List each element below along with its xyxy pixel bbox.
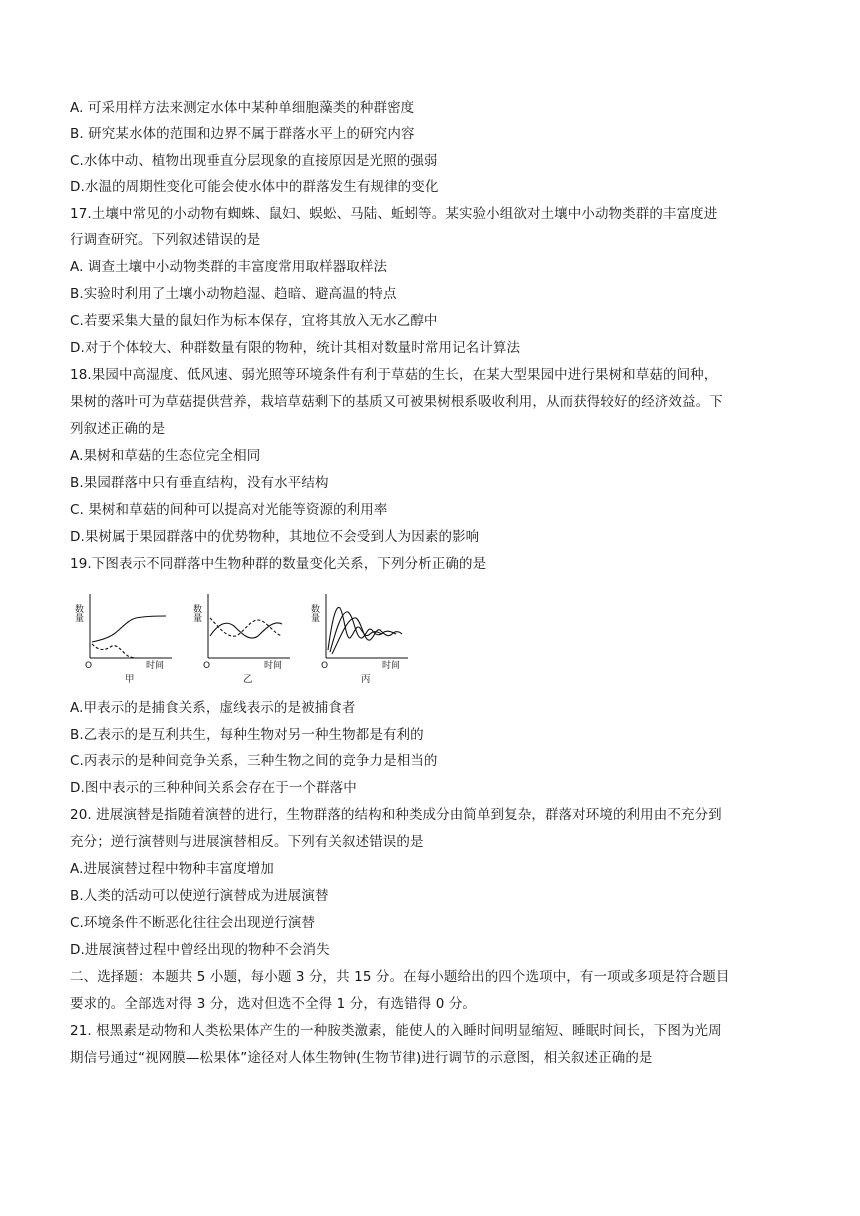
option-18c: C. 果树和草菇的间种可以提高对光能等资源的利用率 <box>70 502 388 518</box>
question-17-stem-cont: 行调查研究。下列叙述错误的是 <box>70 232 261 248</box>
y-axis-label: 数量 <box>73 604 83 622</box>
question-19-stem: 19.下图表示不同群落中生物种群的数量变化关系，下列分析正确的是 <box>70 556 487 572</box>
option-19c: C.丙表示的是种间竞争关系，三种生物之间的竞争力是相当的 <box>70 753 438 769</box>
question-17-stem: 17.土壤中常见的小动物有蜘蛛、鼠妇、蜈蚣、马陆、蚯蚓等。某实验小组欲对土壤中小动物类群的丰富度进 <box>70 206 718 222</box>
option-19d: D.图中表示的三种种间关系会存在于一个群落中 <box>70 780 357 796</box>
option-17b: B.实验时利用了土壤小动物趋湿、趋暗、避高温的特点 <box>70 286 397 302</box>
y-axis-label: 数量 <box>191 604 201 622</box>
x-axis-label: 时间 <box>382 661 401 671</box>
origin-label: O <box>321 661 329 671</box>
question-20-stem: 20. 进展演替是指随着演替的进行，生物群落的结构和种类成分由简单到复杂，群落对环境的利用由不充分到 <box>70 807 722 823</box>
graph-yi <box>188 590 298 685</box>
option-19b: B.乙表示的是互利共生，每种生物对另一种生物都是有利的 <box>70 727 424 743</box>
question-21-stem-cont: 期信号通过“视网膜—松果体”途径对人体生物钟(生物节律)进行调节的示意图，相关叙述正确的是 <box>70 1050 653 1066</box>
question-18-stem-cont: 果树的落叶可为草菇提供营养，栽培草菇剩下的基质又可被果树根系吸收利用，从而获得较好的经济效益。下 <box>70 394 723 410</box>
option-19a: A.甲表示的是捕食关系，虚线表示的是被捕食者 <box>70 700 356 716</box>
option-17a: A. 调查土壤中小动物类群的丰富度常用取样器取样法 <box>70 259 388 275</box>
option-20a: A.进展演替过程中物种丰富度增加 <box>70 861 274 877</box>
caption-bing: 丙 <box>361 674 371 685</box>
section-2-instructions-cont: 要求的。全部选对得 3 分，选对但选不全得 1 分，有选错得 0 分。 <box>70 996 477 1012</box>
graph-bing <box>306 590 416 685</box>
question-21-stem: 21. 根黑素是动物和人类松果体产生的一种胺类激素，能使人的入睡时间明显缩短、睡眠时间长，下图为光周 <box>70 1023 722 1039</box>
option-17c: C.若要采集大量的鼠妇作为标本保存，宜将其放入无水乙醇中 <box>70 313 438 329</box>
caption-yi: 乙 <box>243 674 253 685</box>
caption-jia: 甲 <box>125 674 135 685</box>
option-20c: C.环境条件不断恶化往往会出现逆行演替 <box>70 915 316 931</box>
option-17d: D.对于个体较大、种群数量有限的物种，统计其相对数量时常用记名计算法 <box>70 340 521 356</box>
option-20b: B.人类的活动可以使逆行演替成为进展演替 <box>70 888 329 904</box>
option-16c: C.水体中动、植物出现垂直分层现象的直接原因是光照的强弱 <box>70 153 438 169</box>
y-axis-label: 数量 <box>309 604 319 622</box>
origin-label: O <box>203 661 211 671</box>
question-18-stem-end: 列叙述正确的是 <box>70 421 166 437</box>
origin-label: O <box>85 661 93 671</box>
question-20-stem-cont: 充分；逆行演替则与进展演替相反。下列有关叙述错误的是 <box>70 834 424 850</box>
question-18-stem: 18.果园中高湿度、低风速、弱光照等环境条件有利于草菇的生长，在某大型果园中进行果树和草菇的间种， <box>70 367 718 383</box>
option-18b: B.果园群落中只有垂直结构，没有水平结构 <box>70 475 329 491</box>
option-16d: D.水温的周期性变化可能会使水体中的群落发生有规律的变化 <box>70 179 439 195</box>
option-16b: B. 研究某水体的范围和边界不属于群落水平上的研究内容 <box>70 126 415 142</box>
option-20d: D.进展演替过程中曾经出现的物种不会消失 <box>70 942 330 958</box>
section-2-instructions: 二、选择题：本题共 5 小题，每小题 3 分，共 15 分。在每小题给出的四个选项中，有一项或多项是符合题目 <box>70 969 730 985</box>
population-graphs <box>70 590 410 685</box>
x-axis-label: 时间 <box>146 661 165 671</box>
option-18a: A.果树和草菇的生态位完全相同 <box>70 448 261 464</box>
option-18d: D.果树属于果园群落中的优势物种，其地位不会受到人为因素的影响 <box>70 529 480 545</box>
graph-jia <box>70 590 180 685</box>
option-16a: A. 可采用样方法来测定水体中某种单细胞藻类的种群密度 <box>70 100 415 116</box>
x-axis-label: 时间 <box>264 661 283 671</box>
